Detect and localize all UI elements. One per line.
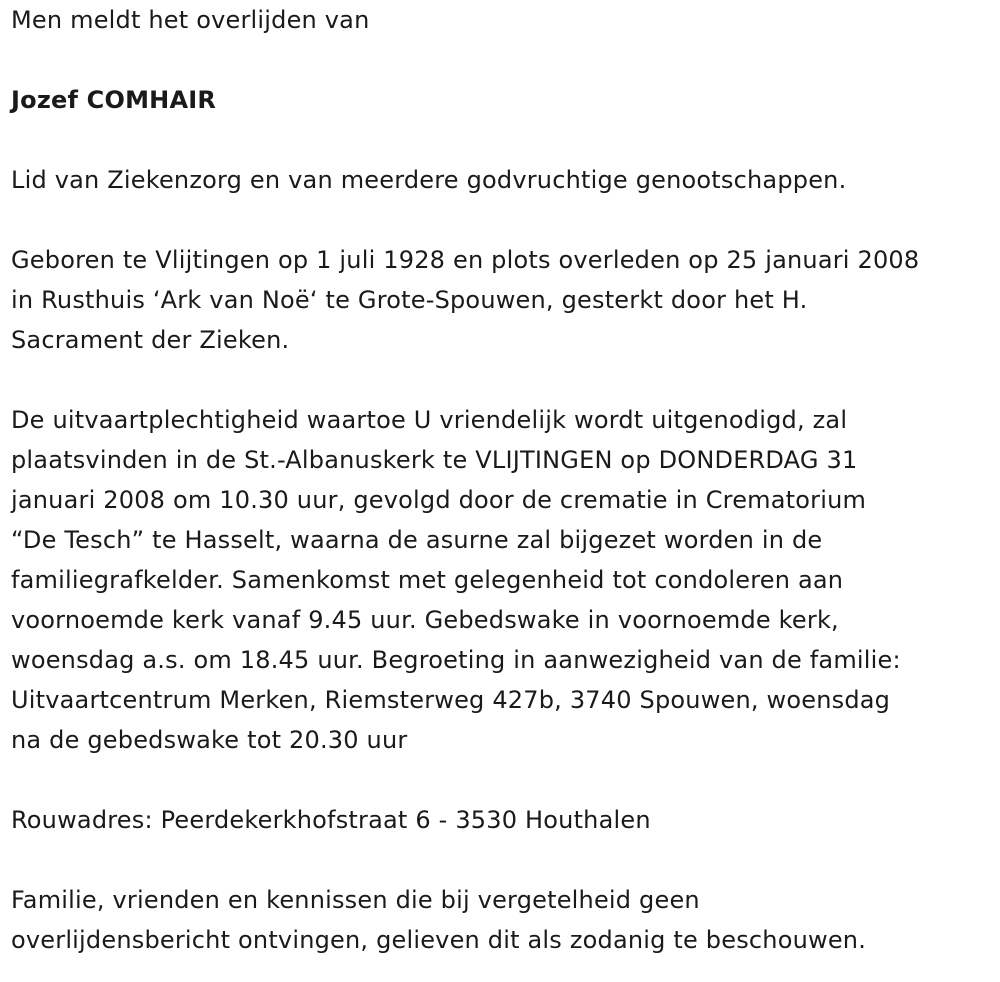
paragraph-line: Sacrament der Zieken. <box>11 326 290 354</box>
birth-death-paragraph <box>11 240 996 360</box>
spacer <box>11 360 996 400</box>
paragraph-line: woensdag a.s. om 18.45 uur. Begroeting in aanwezigheid van de familie: <box>11 646 901 674</box>
death-notice <box>11 0 996 960</box>
spacer <box>11 760 996 800</box>
spacer <box>11 40 996 80</box>
paragraph-line: na de gebedswake tot 20.30 uur <box>11 726 408 754</box>
paragraph-line: “De Tesch” te Hasselt, waarna de asurne zal bijgezet worden in de <box>11 526 823 554</box>
funeral-paragraph <box>11 400 996 760</box>
paragraph-line: voornoemde kerk vanaf 9.45 uur. Gebedswake in voornoemde kerk, <box>11 606 839 634</box>
paragraph-line: Familie, vrienden en kennissen die bij vergetelheid geen <box>11 886 700 914</box>
paragraph-line: familiegrafkelder. Samenkomst met gelegenheid tot condoleren aan <box>11 566 844 594</box>
paragraph-line: De uitvaartplechtigheid waartoe U vriendelijk wordt uitgenodigd, zal <box>11 406 848 434</box>
paragraph-line: Uitvaartcentrum Merken, Riemsterweg 427b, 3740 Spouwen, woensdag <box>11 686 891 714</box>
mourning-address: Rouwadres: Peerdekerkhofstraat 6 - 3530 Houthalen <box>11 806 651 834</box>
spacer <box>11 120 996 160</box>
paragraph-line: overlijdensbericht ontvingen, gelieven dit als zodanig te beschouwen. <box>11 926 867 954</box>
spacer <box>11 200 996 240</box>
paragraph-line: in Rusthuis ‘Ark van Noë‘ te Grote-Spouwen, gesterkt door het H. <box>11 286 808 314</box>
spacer <box>11 840 996 880</box>
intro-text: Men meldt het overlijden van <box>11 6 370 34</box>
paragraph-line: januari 2008 om 10.30 uur, gevolgd door de crematie in Crematorium <box>11 486 867 514</box>
deceased-name: Jozef COMHAIR <box>11 86 217 114</box>
membership-text: Lid van Ziekenzorg en van meerdere godvruchtige genootschappen. <box>11 166 847 194</box>
paragraph-line: Geboren te Vlijtingen op 1 juli 1928 en plots overleden op 25 januari 2008 <box>11 246 920 274</box>
closing-paragraph <box>11 880 996 960</box>
paragraph-line: plaatsvinden in de St.-Albanuskerk te VLIJTINGEN op DONDERDAG 31 <box>11 446 858 474</box>
